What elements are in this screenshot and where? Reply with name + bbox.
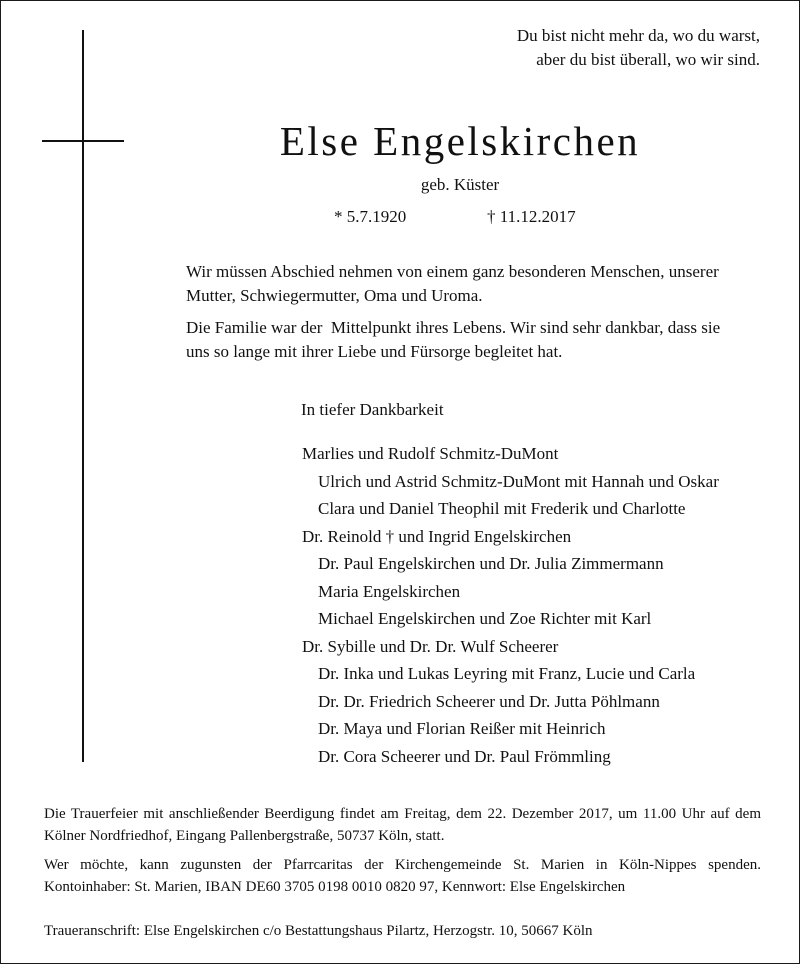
deceased-name: Else Engelskirchen bbox=[279, 118, 641, 164]
list-item: Marlies und Rudolf Schmitz-DuMont bbox=[302, 444, 559, 463]
funeral-notice bbox=[44, 803, 761, 847]
farewell-line-1: Wir müssen Abschied nehmen von einem ganz besonderen Menschen, unserer bbox=[186, 262, 719, 281]
family-line-2: uns so lange mit ihrer Liebe und Fürsorge begleitet hat. bbox=[186, 342, 563, 361]
mourning-address bbox=[44, 920, 761, 942]
list-item: Ulrich und Astrid Schmitz-DuMont mit Hannah und Oskar bbox=[318, 471, 719, 491]
list-item: Clara und Daniel Theophil mit Frederik und Charlotte bbox=[318, 499, 686, 518]
farewell-paragraph bbox=[186, 260, 786, 308]
family-paragraph bbox=[186, 316, 786, 364]
gratitude-heading: In tiefer Dankbarkeit bbox=[301, 400, 444, 419]
mourners-list bbox=[302, 440, 719, 770]
funeral-line-2: Kölner Nordfriedhof, Eingang Pallenbergstraße, 50737 Köln, statt. bbox=[44, 828, 445, 844]
motto-line-2: aber du bist überall, wo wir sind. bbox=[536, 50, 760, 69]
list-item: Dr. Inka und Lukas Leyring mit Franz, Lucie und Carla bbox=[318, 664, 696, 683]
list-item: Dr. Cora Scheerer und Dr. Paul Frömmling bbox=[318, 746, 611, 766]
donation-line-2: Kontoinhaber: St. Marien, IBAN DE60 3705 0198 0010 0820 97, Kennwort: Else Engelskirchen bbox=[44, 879, 626, 895]
motto-quote bbox=[517, 24, 760, 72]
address-line: Traueranschrift: Else Engelskirchen c/o Bestattungshaus Pilartz, Herzogstr. 10, 50667 Köln bbox=[44, 923, 593, 939]
list-item: Dr. Dr. Friedrich Scheerer und Dr. Jutta Pöhlmann bbox=[318, 691, 660, 711]
list-item: Dr. Maya und Florian Reißer mit Heinrich bbox=[318, 719, 606, 738]
list-item: Maria Engelskirchen bbox=[318, 581, 461, 601]
motto-line-1: Du bist nicht mehr da, wo du warst, bbox=[516, 26, 760, 45]
family-line-1: Die Familie war der Mittelpunkt ihres Lebens. Wir sind sehr dankbar, dass sie bbox=[186, 318, 721, 337]
list-item: Dr. Paul Engelskirchen und Dr. Julia Zimmermann bbox=[318, 554, 664, 573]
donation-notice bbox=[44, 854, 761, 898]
list-item: Dr. Reinold † und Ingrid Engelskirchen bbox=[302, 526, 572, 546]
farewell-line-2: Mutter, Schwiegermutter, Oma und Uroma. bbox=[186, 286, 483, 305]
funeral-line-1: Die Trauerfeier mit anschließender Beerdigung findet am Freitag, dem 22. Dezember 2017, um 11.00 Uhr auf dem bbox=[44, 806, 761, 822]
birth-date: * 5.7.1920 bbox=[334, 207, 407, 226]
donation-line-1: Wer möchte, kann zugunsten der Pfarrcaritas der Kirchengemeinde St. Marien in Köln-Nippes spenden. bbox=[44, 857, 761, 873]
birth-name: geb. Küster bbox=[420, 175, 500, 194]
death-date: † 11.12.2017 bbox=[487, 207, 576, 226]
list-item: Dr. Sybille und Dr. Dr. Wulf Scheerer bbox=[302, 636, 559, 656]
list-item: Michael Engelskirchen und Zoe Richter mit Karl bbox=[318, 609, 652, 628]
